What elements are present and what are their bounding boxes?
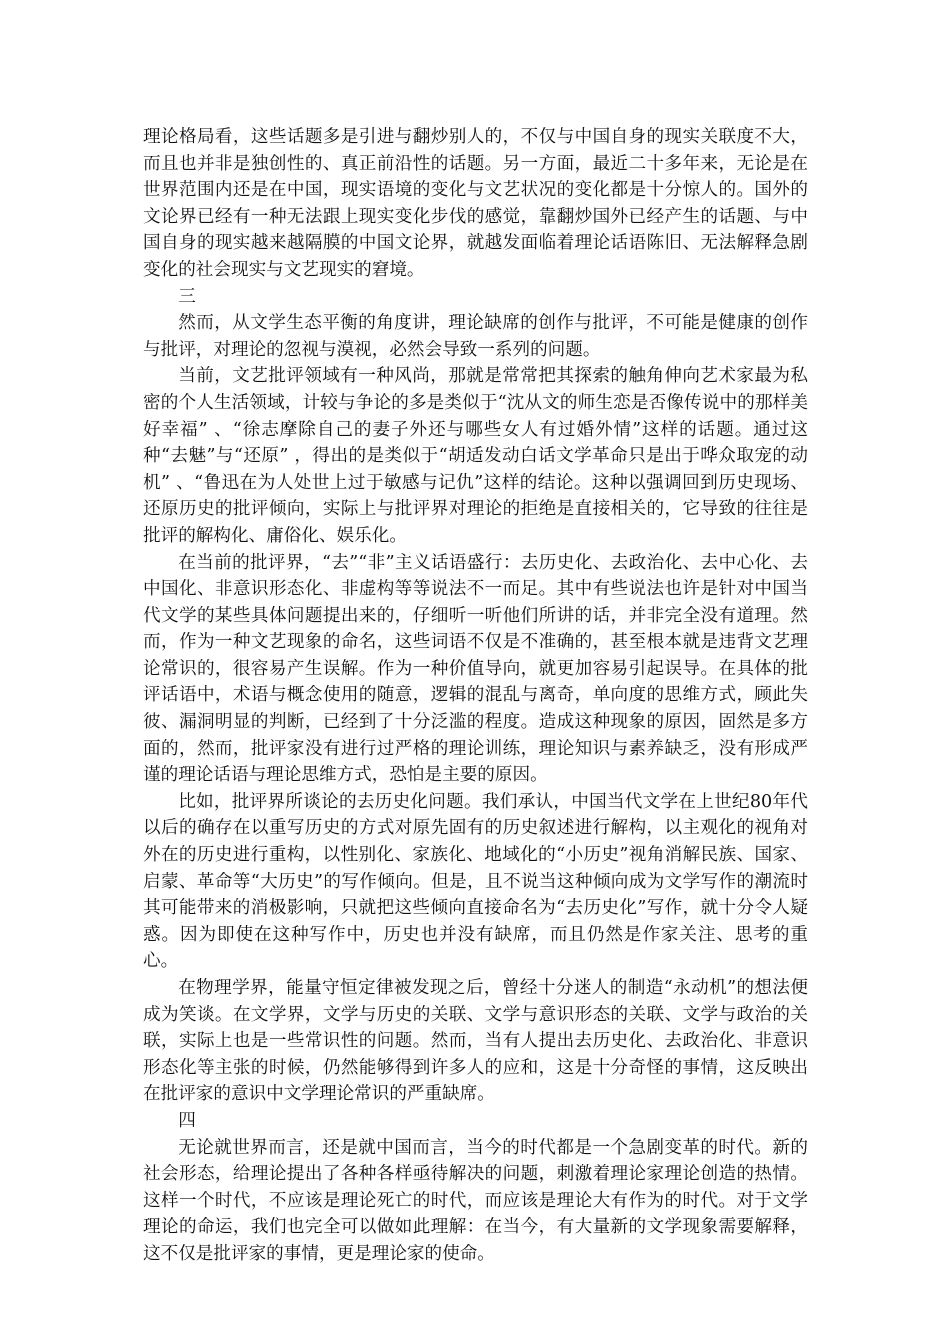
paragraph: 在当前的批评界，“去”“非”主义话语盛行：去历史化、去政治化、去中心化、去中国化、非意识形态化、非虚构等等说法不一而足。其中有些说法也许是针对中国当代文学的某些具体问题提出来的，仔细听一听他们所讲的话，并非完全没有道理。然而，作为一种文艺现象的命名，这些词语不仅是不准确的，甚至根本就是违背文艺理论常识的，很容易产生误解。作为一种价值导向，就更加容易引起误导。在具体的批评话语中，术语与概念使用的随意，逻辑的混乱与离奇，单向度的思维方式，顾此失彼、漏洞明显的判断，已经到了十分泛滥的程度。造成这种现象的原因，固然是多方面的，然而，批评家没有进行过严格的理论训练，理论知识与素养缺乏，没有形成严谨的理论话语与理论思维方式，恐怕是主要的原因。 [143,552,808,786]
section-heading-3: 三 [178,286,196,307]
paragraph: 无论就世界而言，还是就中国而言，当今的时代都是一个急剧变革的时代。新的社会形态，给理论提出了各种各样亟待解决的问题，刺激着理论家理论创造的热情。这样一个时代，不应该是理论死亡的时代，而应该是理论大有作为的时代。对于文学理论的命运，我们也完全可以做如此理解：在当今，有大量新的文学现象需要解释，这不仅是批评家的事情，更是理论家的使命。 [143,1137,808,1264]
paragraph: 理论格局看，这些话题多是引进与翻炒别人的，不仅与中国自身的现实关联度不大，而且也并非是独创性的、真正前沿性的话题。另一方面，最近二十多年来，无论是在世界范围内还是在中国，现实语境的变化与文艺状况的变化都是十分惊人的。国外的文论界已经有一种无法跟上现实变化步伐的感觉，靠翻炒国外已经产生的话题、与中国自身的现实越来越隔膜的中国文论界，就越发面临着理论话语陈旧、无法解释急剧变化的社会现实与文艺现实的窘境。 [143,127,808,280]
paragraph: 比如，批评界所谈论的去历史化问题。我们承认，中国当代文学在上世纪80年代以后的确存在以重写历史的方式对原先固有的历史叙述进行解构，以主观化的视角对外在的历史进行重构，以性别化、家族化、地域化的“小历史”视角消解民族、国家、启蒙、革命等“大历史”的写作倾向。但是，且不说当这种倾向成为文学写作的潮流时其可能带来的消极影响，只就把这些倾向直接命名为“去历史化”写作，就十分令人疑惑。因为即使在这种写作中，历史也并没有缺席，而且仍然是作家关注、思考的重心。 [143,791,808,972]
paragraph: 然而，从文学生态平衡的角度讲，理论缺席的创作与批评，不可能是健康的创作与批评，对理论的忽视与漠视，必然会导致一系列的问题。 [143,313,808,360]
document-body [143,124,808,1268]
paragraph: 当前，文艺批评领域有一种风尚，那就是常常把其探索的触角伸向艺术家最为私密的个人生活领域，计较与争论的多是类似于“沈从文的师生恋是否像传说中的那样美好幸福” 、“徐志摩除自己的妻子外还与哪些女人有过婚外情”这样的话题。通过这种“去魅”与“还原” ，得出的是类似于“胡适发动白话文学革命只是出于哗众取宠的动机” 、“鲁迅在为人处世上过于敏感与记仇”这样的结论。这种以强调回到历史现场、还原历史的批评倾向，实际上与批评界对理论的拒绝是直接相关的，它导致的往往是批评的解构化、庸俗化、娱乐化。 [143,366,808,546]
paragraph: 在物理学界，能量守恒定律被发现之后，曾经十分迷人的制造“永动机”的想法便成为笑谈。在文学界，文学与历史的关联、文学与意识形态的关联、文学与政治的关联，实际上也是一些常识性的问题。然而，当有人提出去历史化、去政治化、非意识形态化等主张的时候，仍然能够得到许多人的应和，这是十分奇怪的事情，这反映出在批评家的意识中文学理论常识的严重缺席。 [143,978,808,1105]
section-heading-4: 四 [178,1110,196,1131]
